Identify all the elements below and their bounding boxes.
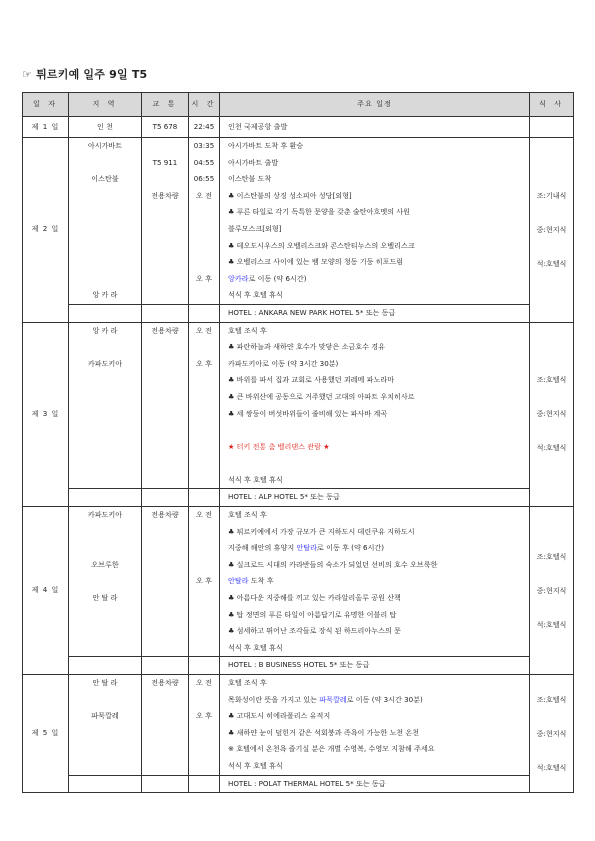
hotel-row [23, 489, 574, 507]
schedule-cell: 아시가바트 도착 후 환승 아시가바트 출발 이스탄불 도착 ♣ 이스탄불의 상징 성소피아 성당[외형] ♣ 푸른 타일로 각기 독특한 문양을 갖춘 술탄아흐멧의 사원 블루모스크[외형] ♣ 테오도시우스의 오벨리스크와 콘스탄티누스의 오벨리스크 ♣ 오벨리스크 사이에 있는 뱀 모양의 청동 기둥 히포드럼 앙카라로 이동 (약 6시간) 석식 후 호텔 휴식 [220, 138, 530, 305]
region-cell: 인 천 [69, 117, 142, 138]
hotel-row [23, 775, 574, 793]
page-title: ☞ 튀르키예 일주 9일 T5 [22, 68, 148, 81]
time-cell: 오 전 오 후 [189, 322, 220, 489]
table-header-row [23, 93, 574, 117]
time-cell: 03:35 04:55 06:55 오 전 오 후 [189, 138, 220, 305]
region-cell: 카파도키아 오브루한 안 탈 라 [69, 507, 142, 657]
day-cell: 제 3 일 [23, 322, 69, 507]
day-cell: 제 5 일 [23, 675, 69, 793]
day-cell: 제 4 일 [23, 507, 69, 675]
transport-cell: 전용차량 [142, 507, 189, 657]
hotel-row [23, 657, 574, 675]
transport-cell: T5 911 전용차량 [142, 138, 189, 305]
city-link: 안탈라 [296, 543, 317, 553]
region-cell: 앙 카 라 카파도키아 [69, 322, 142, 489]
schedule-cell: 인천 국제공항 출발 [220, 117, 530, 138]
table-row [23, 322, 574, 489]
header-transport: 교 통 [142, 93, 189, 117]
header-meal: 식 사 [530, 93, 574, 117]
meal-cell: 조:호텔식 중:현지식 석:호텔식 [530, 675, 574, 793]
table-row [23, 138, 574, 305]
hotel-cell: HOTEL : ANKARA NEW PARK HOTEL 5* 또는 동급 [220, 304, 530, 322]
city-link: 안탈라 [228, 576, 249, 586]
region-cell: 안 탈 라 파묵깔레 [69, 675, 142, 776]
time-cell: 오 전 오 후 [189, 507, 220, 657]
time-cell: 22:45 [189, 117, 220, 138]
schedule-cell: 호텔 조식 후 ♣ 튀르키예에서 가장 규모가 큰 지하도시 데린쿠유 지하도시 지중해 해안의 휴양지 안탈라로 이동 후 (약 6시간) ♣ 실크로드 시대의 카라반들의 숙소가 되었던 선비의 호수 오브룩한 안탈라 도착 후 ♣ 아름다운 지중해를 끼고 있는 카라알리올루 공원 산책 ♣ 탑 정면의 푸른 타일이 아름답기로 유명한 이블리 탑 ♣ 섬세하고 뛰어난 조각들로 장식 된 하드리아누스의 문 석식 후 호텔 휴식 [220, 507, 530, 657]
table-row [23, 117, 574, 138]
header-region: 지 역 [69, 93, 142, 117]
meal-cell: 조:호텔식 중:현지식 석:호텔식 [530, 322, 574, 507]
schedule-cell: 호텔 조식 후 목화성이란 뜻을 가지고 있는 파묵깔레로 이동 (약 3시간 30분) ♣ 고대도시 히에라폴리스 유적지 ♣ 새하얀 눈이 덮힌거 같은 석회붕과 족욕이 가능한 노천 온천 ※ 호텔에서 온천욕 즐기실 분은 개별 수영복, 수영모 지참해 주세요 석식 후 호텔 휴식 [220, 675, 530, 776]
meal-cell: 조:호텔식 중:현지식 석:호텔식 [530, 507, 574, 675]
hotel-cell: HOTEL : POLAT THERMAL HOTEL 5* 또는 동급 [220, 775, 530, 793]
meal-cell: 조:기내식 중:현지식 석:호텔식 [530, 138, 574, 323]
day-cell: 제 1 일 [23, 117, 69, 138]
itinerary-table [22, 92, 574, 793]
region-cell: 아시가바트 이스탄불 앙 카 라 [69, 138, 142, 305]
day-cell: 제 2 일 [23, 138, 69, 323]
transport-cell: T5 678 [142, 117, 189, 138]
time-cell: 오 전 오 후 [189, 675, 220, 776]
header-date: 일 자 [23, 93, 69, 117]
hotel-cell: HOTEL : ALP HOTEL 5* 또는 동급 [220, 489, 530, 507]
transport-cell: 전용차량 [142, 675, 189, 776]
hotel-row [23, 304, 574, 322]
table-row [23, 507, 574, 657]
hotel-cell: HOTEL : B BUSINESS HOTEL 5* 또는 동급 [220, 657, 530, 675]
city-link: 파묵깔레 [319, 694, 347, 704]
city-link: 앙카라 [228, 273, 249, 283]
transport-cell: 전용차량 [142, 322, 189, 489]
schedule-cell: 호텔 조식 후 ♣ 파란하늘과 새하얀 호수가 맞닿은 소금호수 경유 카파도키아로 이동 (약 3시간 30분) ♣ 바위를 파서 집과 교회로 사용했던 괴레메 파노라마 ♣ 큰 바위산에 공동으로 거주했던 고대의 아파트 우치히사르 ♣ 세 쌍둥이 버섯바위들이 줄비해 있는 파사바 계곡 ★ 터키 전통 춤 벨리댄스 관람 ★ 석식 후 호텔 휴식 [220, 322, 530, 489]
header-schedule: 주요 일정 [220, 93, 530, 117]
table-row [23, 675, 574, 776]
header-time: 시 간 [189, 93, 220, 117]
belly-dance-highlight: ★ 터키 전통 춤 벨리댄스 관람 ★ [228, 441, 330, 451]
meal-cell [530, 117, 574, 138]
